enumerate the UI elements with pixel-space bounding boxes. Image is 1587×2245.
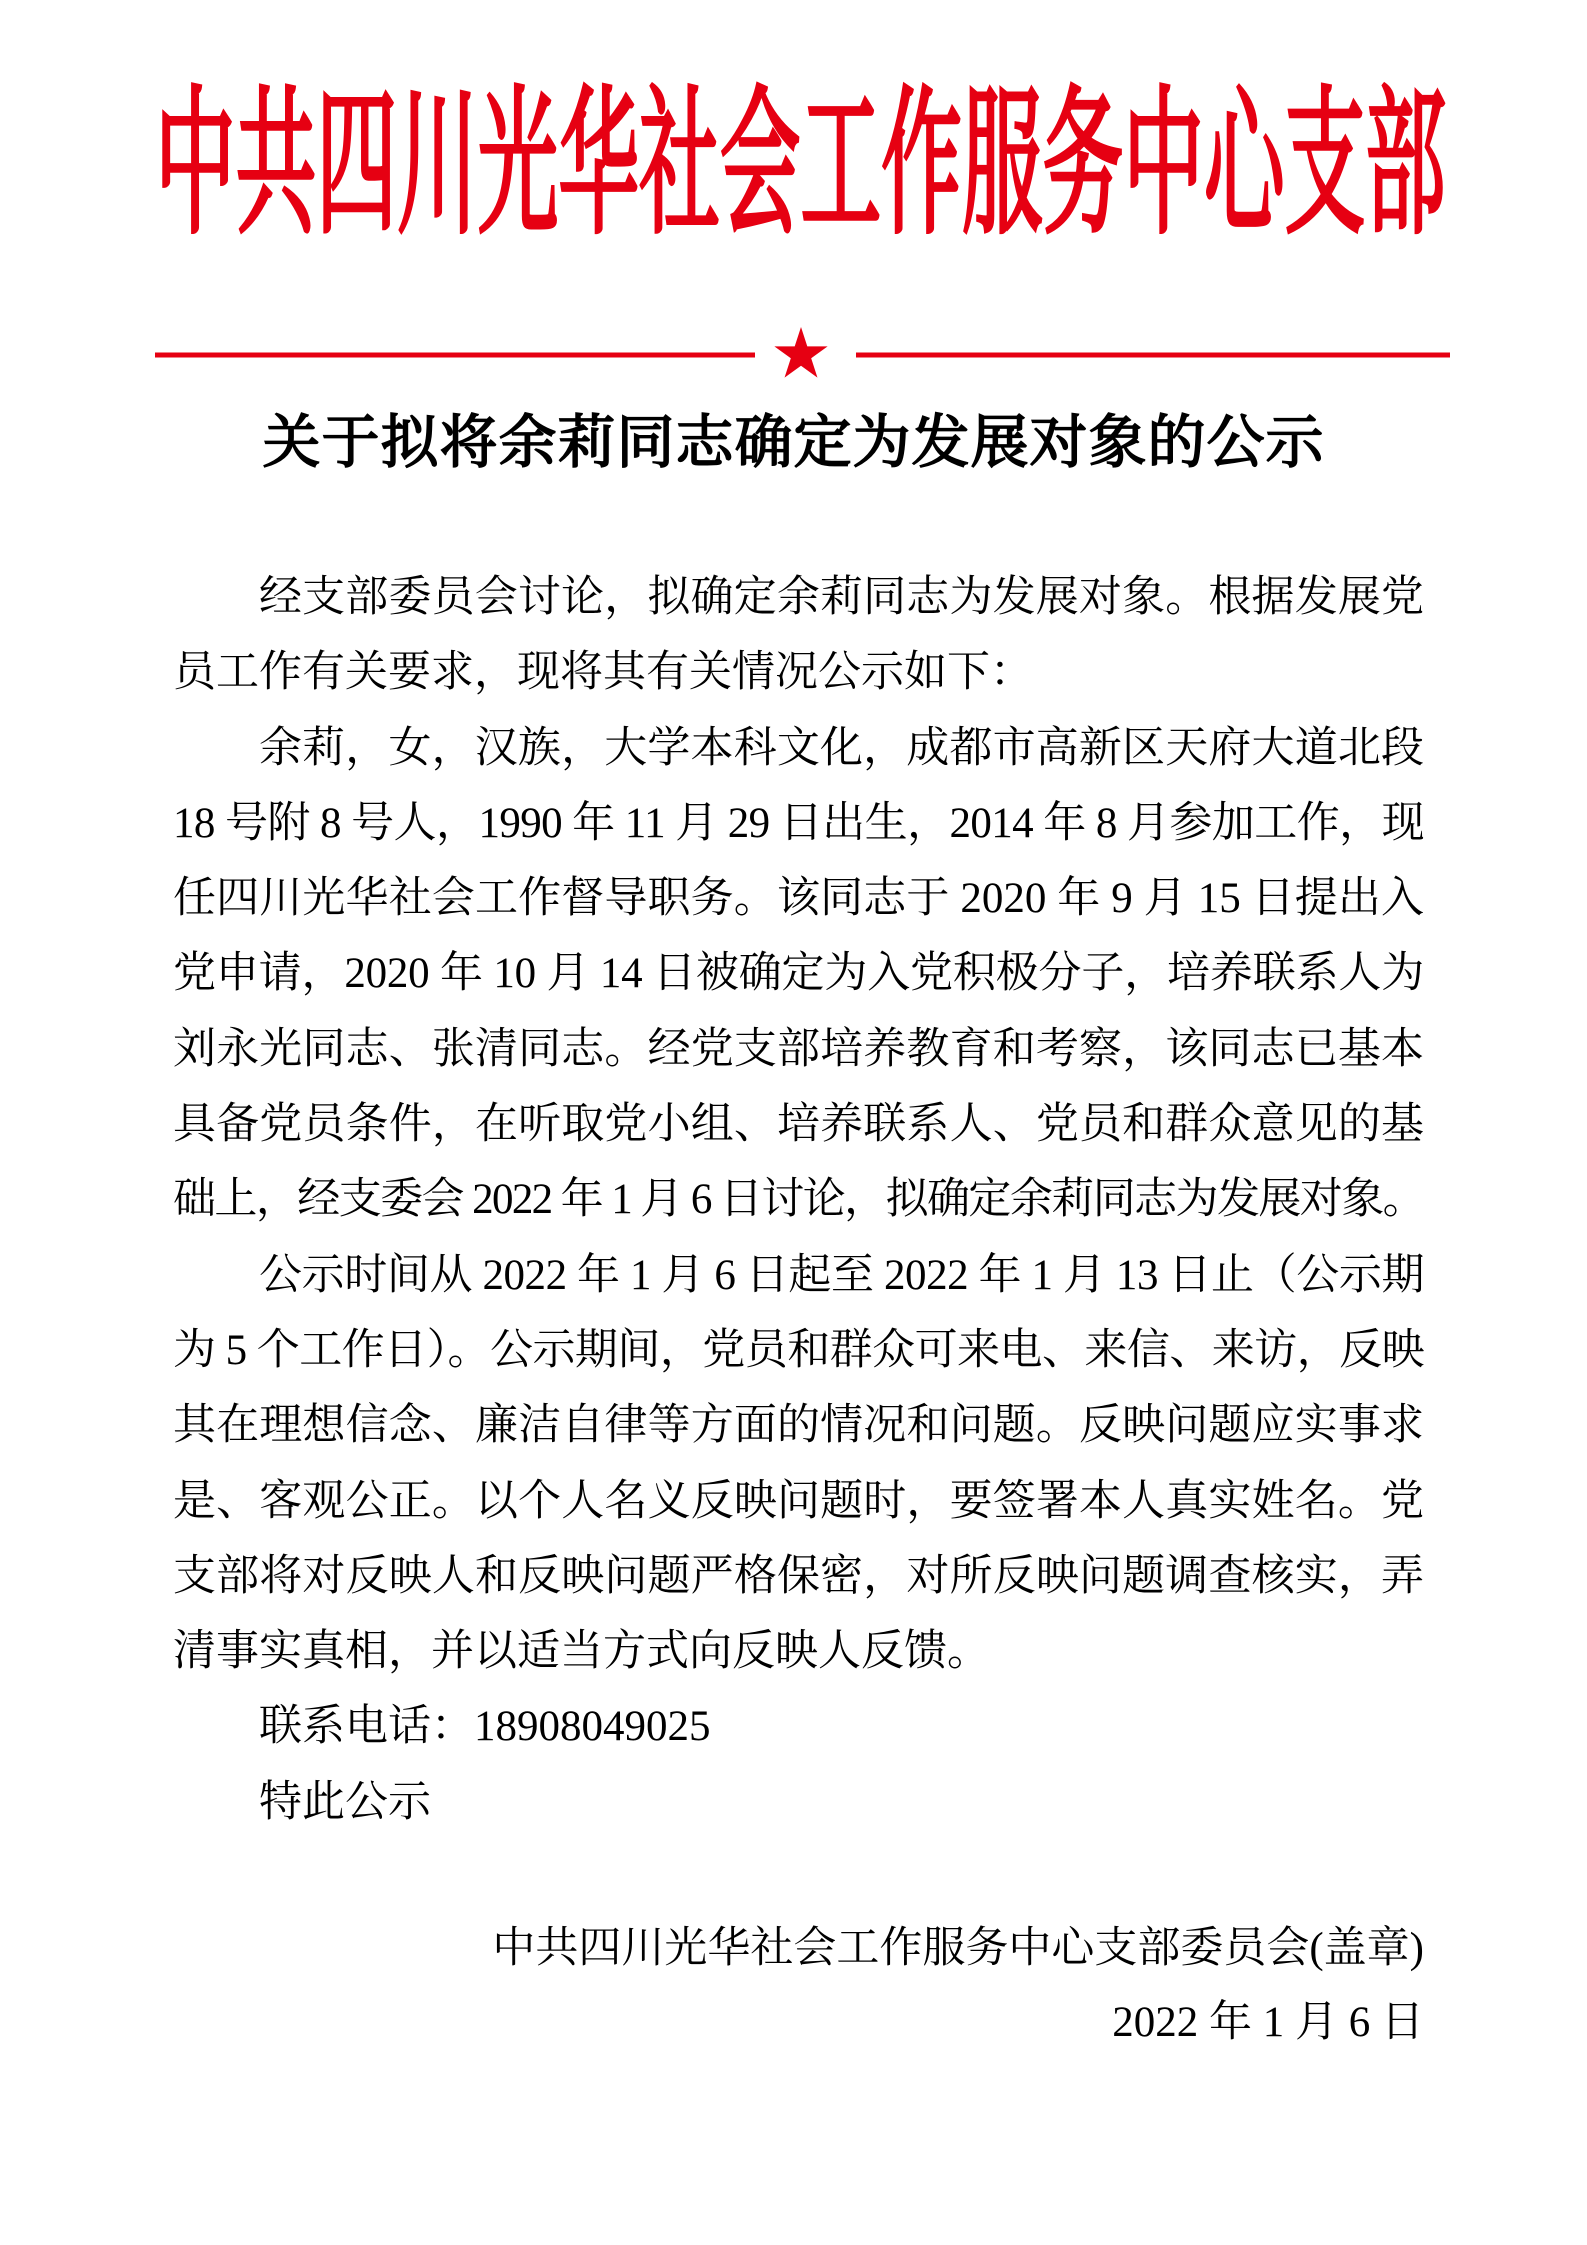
divider-line-left [155,353,755,358]
text-line: 员工作有关要求，现将其有关情况公示如下： [173,649,1033,697]
text-line: 是、客观公正。以个人名义反映问题时，要签署本人真实姓名。党 [173,1477,1424,1525]
contact-label: 联系电话： [259,1703,474,1751]
notice-title: 关于拟将余莉同志确定为发展对象的公示 [262,410,1325,475]
text-line: 公示时间从 2022 年 1 月 6 日起至 2022 年 1 月 13 日止（公示期 [259,1251,1424,1299]
text-line: 其在理想信念、廉洁自律等方面的情况和问题。反映问题应实事求 [173,1402,1424,1450]
star-icon [774,327,827,378]
divider-line-right [856,353,1450,358]
org-letterhead [155,70,1446,260]
text-line: 刘永光同志、张清同志。经党支部培养教育和考察，该同志已基本 [173,1025,1424,1073]
text-line: 清事实真相，并以适当方式向反映人反馈。 [173,1628,990,1676]
issuer-name: 中共四川光华社会工作服务中心支部委员会(盖章) [492,1925,1424,1972]
text-line: 为 5 个工作日）。公示期间，党员和群众可来电、来信、来访，反映 [173,1326,1424,1374]
text-line: 任四川光华社会工作督导职务。该同志于 2020 年 9 月 15 日提出入 [173,875,1424,923]
body-paragraph [173,560,1424,711]
body-paragraph [173,1238,1424,1690]
org-name: 中共四川光华社会工作服务中心支部 [155,70,1446,257]
text-line: 支部将对反映人和反映问题严格保密，对所反映问题调查核实，弄 [173,1552,1424,1600]
body-paragraph [173,711,1424,1238]
text-line: 党申请，2020 年 10 月 14 日被确定为入党积极分子，培养联系人为 [173,950,1424,998]
text-line: 余莉，女，汉族，大学本科文化，成都市高新区天府大道北段 [259,724,1424,772]
issue-date: 2022 年 1 月 6 日 [1112,1999,1424,2046]
text-line: 18 号附 8 号人，1990 年 11 月 29 日出生，2014 年 8 月参加工作，现 [173,799,1424,847]
text-line: 经支部委员会讨论，拟确定余莉同志为发展对象。根据发展党 [259,574,1424,621]
text-line: 具备党员条件，在听取党小组、培养联系人、党员和群众意见的基 [173,1101,1424,1149]
closing-line: 特此公示 [259,1778,431,1826]
contact-line [173,1689,1424,1764]
notice-body [173,560,1424,1840]
text-line: 础上，经支委会 2022 年 1 月 6 日讨论，拟确定余莉同志为发展对象。 [173,1176,1424,1224]
contact-phone: 18908049025 [474,1703,711,1751]
signature-block [492,1912,1424,2060]
letterhead-divider [155,320,1450,390]
